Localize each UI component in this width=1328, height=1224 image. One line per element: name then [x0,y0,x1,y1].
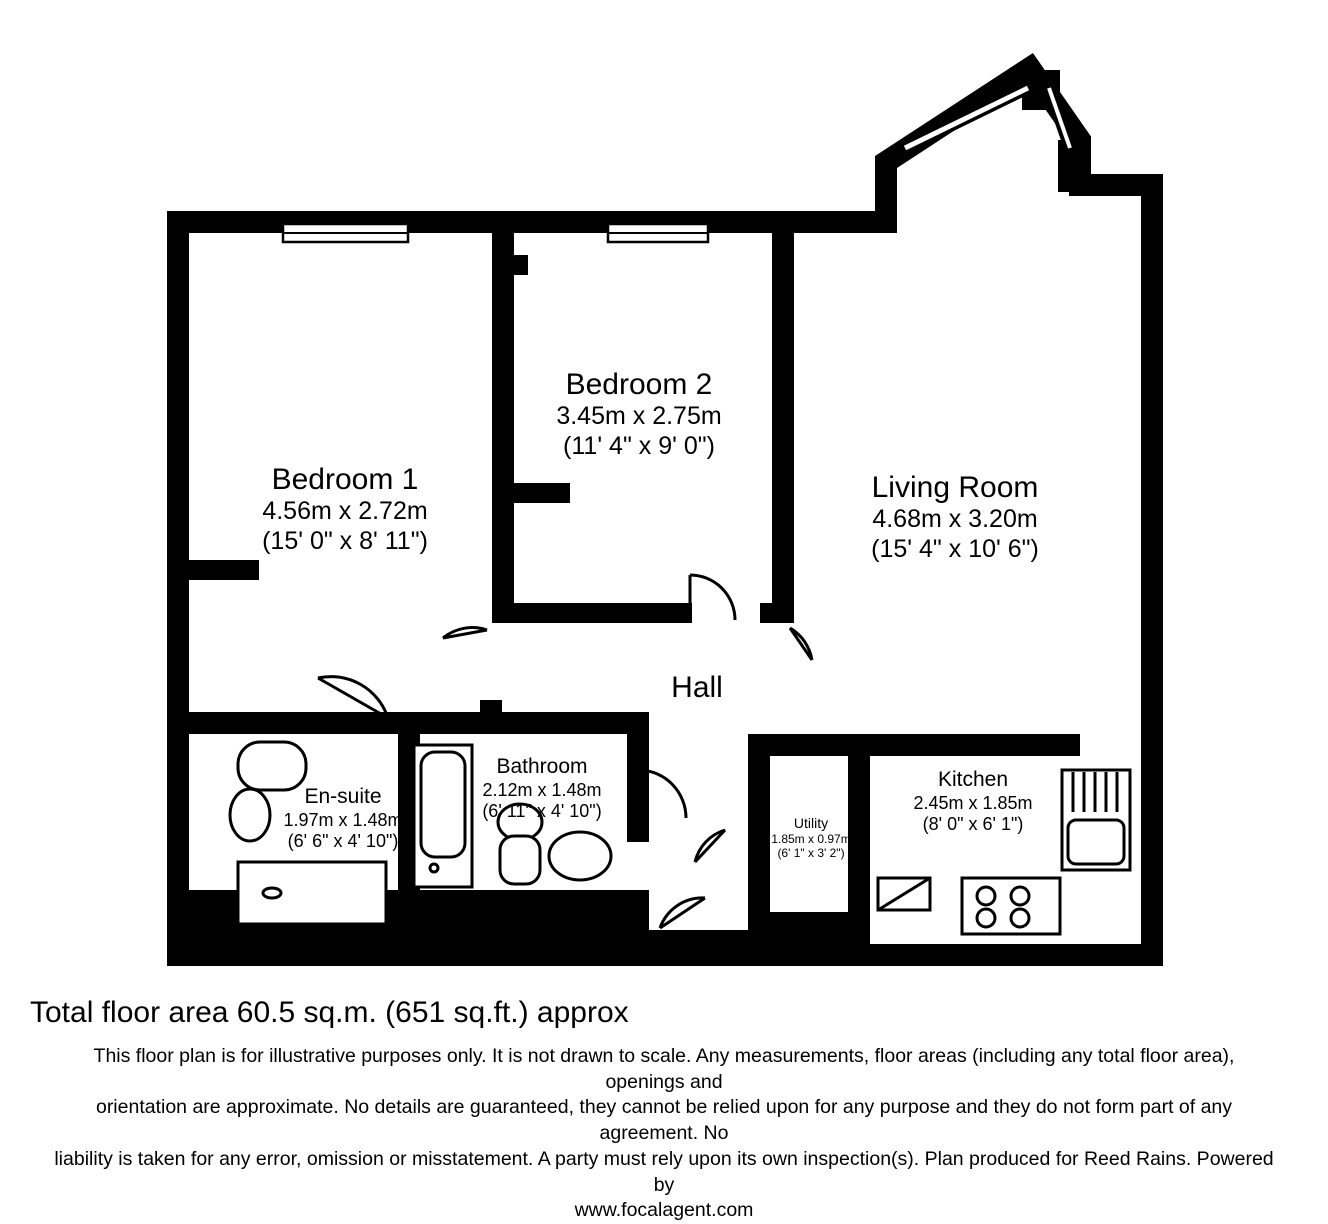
room-label-livingroom [871,470,1039,564]
room-label-hall [671,670,723,705]
disclaimer-line-1: This floor plan is for illustrative purposes only. It is not drawn to scale. Any measurements, floor areas (including any total floor area), openings and [93,1045,1235,1093]
total-floor-area: Total floor area 60.5 sq.m. (651 sq.ft.) approx [30,996,629,1029]
room-name: Bathroom [496,755,588,778]
room-name: Utility [793,815,829,831]
door-living-room [790,628,812,660]
door-hall-lower [695,830,725,862]
room-dimension-imperial: (8' 0" x 6' 1") [922,814,1024,834]
room-label-utility [771,815,850,860]
room-name: Living Room [871,471,1039,504]
wall-kitchen-top [870,734,1060,756]
wall-stub-left [189,560,259,580]
room-label-bedroom2 [556,367,721,461]
room-dimension-metric: 4.68m x 3.20m [872,505,1038,534]
door-bedroom-2 [690,575,735,620]
door-bedroom-1 [443,628,487,638]
room-label-kitchen [913,768,1032,835]
room-name: En-suite [304,785,382,808]
disclaimer-line-3: liability is taken for any error, omission or misstatement. A party must rely upon its own inspection(s). Plan produced for Reed Rains. Powered by [54,1147,1274,1196]
room-dimension-metric: 2.45m x 1.85m [913,792,1033,813]
wall-utility-bottom [748,912,870,955]
wall-stub-a [492,255,528,275]
window-bedroom-1 [283,224,408,242]
wall-bed1-bed2 [492,233,514,623]
room-label-bedroom1 [262,462,428,556]
wall-bed2-hall [492,603,692,623]
wall-stub-b [492,483,570,503]
room-dimension-metric: 4.56m x 2.72m [262,497,428,526]
door-entrance [660,898,705,928]
window-bedroom-2 [608,224,708,242]
door-ensuite [318,677,388,718]
room-label-ensuite [283,785,402,852]
room-name: Bedroom 1 [271,463,419,496]
wall-bathroom-right [627,712,649,842]
room-dimension-imperial: (11' 4" x 9' 0") [563,431,715,460]
room-name: Bedroom 2 [565,368,713,401]
room-dimension-imperial: (6' 11" x 4' 10") [482,801,602,821]
room-dimension-imperial: (6' 1" x 3' 2") [777,845,845,860]
room-name: Hall [671,671,723,704]
wall-utility-right [848,734,870,934]
disclaimer [0,1044,1328,1224]
wall-bathroom-bottom [398,890,649,955]
room-dimension-imperial: (6' 6" x 4' 10") [287,831,399,851]
room-label-bathroom [482,755,601,822]
wall-kitchen-top-stub [1058,734,1080,756]
wall-utility-left [748,734,770,934]
wall-hall-stub-left [480,700,502,734]
disclaimer-line-2: orientation are approximate. No details are guaranteed, they cannot be relied upon for any purpose and they do not form part of any agreement. No [95,1096,1233,1145]
disclaimer-line-4: www.focalagent.com [574,1199,754,1222]
room-dimension-imperial: (15' 4" x 10' 6") [871,534,1039,563]
footer [0,990,1328,1224]
wall-hall-right-stub [760,603,794,623]
room-dimension-metric: 2.12m x 1.48m [482,779,602,800]
room-dimension-metric: 1.85m x 0.97m [771,831,851,846]
room-dimension-metric: 3.45m x 2.75m [556,402,722,431]
wall-bed2-living [772,233,794,623]
room-name: Kitchen [937,768,1009,791]
room-dimension-metric: 1.97m x 1.48m [283,809,403,830]
room-dimension-imperial: (15' 0" x 8' 11") [262,526,428,555]
